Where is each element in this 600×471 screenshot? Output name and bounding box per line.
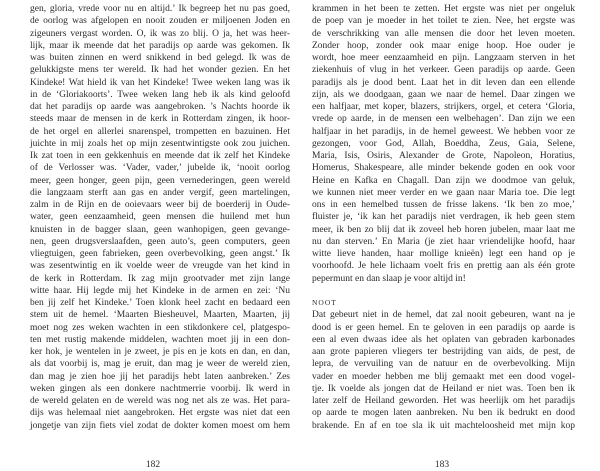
- text-line: krammen in het been te zetten. Het ergste was niet per ongeluk: [312, 4, 575, 14]
- text-line: paradijs als je dood bent. Laat het in dit leven dan een ellende: [312, 77, 575, 88]
- note-heading: NOOT: [312, 298, 337, 307]
- text-line: lijk, maar ik meende dat het paradijs op aarde was gekomen. Ik: [30, 40, 290, 51]
- left-page-text: [30, 3, 290, 432]
- text-line: jongetje van zijn fiets viel zodat de dokter komen moest om hem: [30, 420, 290, 431]
- text-line: was buiten zinnen en werd snikkend in bed gelegd. Ik was de: [30, 53, 290, 63]
- text-line: halfjaar in het paradijs, in de hemel geweest. We hebben voor ze: [312, 126, 575, 137]
- text-line: Ik zat toen in een gekkenhuis en meende dat ik zelf het Kindeke: [30, 151, 290, 161]
- text-line: wordt, hoe meer eenzaamheid en pijn. Langzaam sterven in het: [312, 53, 575, 63]
- text-line: Maria, Isis, Osiris, Alexander de Grote, Napoleon, Horatius,: [312, 151, 575, 161]
- text-line: juichte in mij zoals het op mijn zesentwintigste ook zou juichen.: [30, 138, 290, 149]
- text-line: gezongen, voor God, Allah, Boeddha, Zeus, Gaia, Selene,: [312, 138, 575, 149]
- text-line: zigeuners vergast worden. O, ik was zo blij. O ja, het was heer-: [30, 28, 290, 39]
- text-line: vliegtuigen, geen fabrieken, geen overbevolking, geen angst.’ Ik: [30, 249, 290, 259]
- note-line: dood is er geen hemel. En te geloven in een paradijs op aarde is: [312, 322, 575, 333]
- note-line: lepra, de vervuiling van de natuur en de overbevolking. Mijn: [312, 359, 575, 370]
- text-line: water, geen eenzaamheid, geen mensen die huilend met hun: [30, 212, 290, 223]
- text-line: ten met rustig makende middelen, wachten moet jij in een don-: [30, 334, 290, 345]
- text-line: zalm in de Rijn en de ooievaars weer bij de boerderij in Oude-: [30, 200, 290, 210]
- text-line: Heine en Kafka en Chagall. Dan zijn we doodmoe van geluk,: [312, 175, 575, 186]
- text-line: gelukkigste mens ter wereld. Ik had het wonder gezien. En het: [30, 65, 290, 76]
- text-line: ons in een hemelbed tussen de frisse lakens. ‘Ik ben zo moe,’: [312, 200, 575, 210]
- note-line: brakende. En af en toe sla ik uit machteloosheid met mijn kop: [312, 420, 575, 431]
- right-page-text: [312, 3, 575, 432]
- text-line: ker hok, je wentelen in je zweet, je pis en je kots en dan, en dan,: [30, 347, 290, 357]
- text-line: de poep van je moeder in het toilet te zien. Nee, het ergste was: [312, 16, 575, 27]
- text-line: de kerk in Rotterdam. Ik zag mijn grootvader met zijn lange: [30, 273, 290, 284]
- page-number-right: 183: [434, 460, 450, 470]
- text-line: pepermunt en dan slaap je voor altijd in!: [312, 273, 466, 284]
- text-line: als dat voorbij is, mag je eruit, dan mag je weer de wereld zien,: [30, 359, 290, 370]
- blank-line: [312, 285, 575, 297]
- text-line: witte haar. Hij legde mij het Kindeke in de armen en zei: ‘Nu: [30, 285, 290, 296]
- text-line: Homerus, Shakespeare, alle minder bekende goden en ook voor: [312, 163, 575, 174]
- text-line: Kindeke! Wat hield ik van het Kindeke! Twee weken lang was ik: [30, 77, 290, 88]
- text-line: dat het paradijs op aarde was aangebroken. ’s Nachts hoorde ik: [30, 102, 290, 112]
- text-line: voorhoofd. Je hele lichaam voelt fris en prettig aan als één grote: [312, 261, 575, 272]
- text-line: de oorlog was afgelopen en nooit zouden er miljoenen Joden en: [30, 16, 290, 27]
- text-line: in de ‘Gloriakoorts’. Twee weken lang heb ik als kind geloofd: [30, 89, 290, 100]
- text-line: vrede op aarde, in de mensen een welbehagen’. Dan zijn we een: [312, 114, 575, 125]
- note-line: een al even dwaas idee als het oplaten van gebraden karbonades: [312, 334, 575, 345]
- text-line: stem uit de hemel. ‘Maarten Biesheuvel, Maarten, Maarten, jij: [30, 310, 290, 321]
- text-line: dan mag je zien hoe jij het paradijs hebt laten aanbreken.’ Zes: [30, 371, 290, 382]
- page-number-left: 182: [145, 460, 161, 470]
- text-line: knuisten in de bagger slaan, geen wanhopigen, geen gevange-: [30, 224, 290, 235]
- text-line: of de Verlosser was. ‘Vader, vader,’ jubelde ik, ‘nooit oorlog: [30, 163, 290, 174]
- note-line: vader en moeder hebben me blij gemaakt met een dood vogel-: [312, 371, 575, 382]
- text-line: dijs was helemaal niet aangebroken. Het ergste was niet dat een: [30, 408, 290, 419]
- text-line: de het orgel en allerlei snarenspel, trompetten en bazuinen. Het: [30, 126, 290, 137]
- text-line: was zesentwintig en ik voelde weer de vreugde van het kind in: [30, 261, 290, 272]
- text-line: gen, gloria, vrede voor nu en altijd.’ Ik begreep het nu pas goed,: [30, 4, 290, 14]
- text-line: we kunnen niet meer verder en we gaan naar Maria toe. Die legt: [312, 187, 575, 198]
- text-line: zijn, als we doodgaan, gaan we naar de hemel. Daar zingen we: [312, 89, 575, 100]
- text-line: een halfjaar, met koper, blazers, strijkers, orgel, et cetera ‘Gloria,: [312, 102, 575, 112]
- text-line: nen, geen drugsverslaafden, geen auto’s, geen computers, geen: [30, 236, 290, 247]
- text-line: de verschrikking van alle mensen die door het leven moeten.: [312, 28, 575, 39]
- note-line: aan grote papieren vliegers ter bestrijding van aids, de pest, de: [312, 347, 575, 357]
- text-line: nu dan sterven.’ En Maria (je ziet haar vriendelijke hoofd, haar: [312, 236, 575, 247]
- text-line: ziekenhuis of vlug in het verkeer. Geen paradijs op aarde. Geen: [312, 65, 575, 76]
- text-line: steeds maar de mensen in de kerk in Rotterdam zingen, ik hoor-: [30, 114, 290, 125]
- text-line: weken gingen als een donkere nachtmerrie voorbij. Ik werd in: [30, 383, 290, 394]
- text-line: Zonder hoop, zonder ook maar enige hoop. Hoe ouder je: [312, 40, 575, 51]
- text-line: meer, ik ben zo blij dat ik zoveel heb horen jubelen, maar laat me: [312, 224, 575, 235]
- note-line: tje. Ik voelde als jongen dat de Heiland er niet was. Toen ben ik: [312, 383, 575, 394]
- text-line: meer, geen honger, geen pijn, geen vernederingen, geen wereld: [30, 175, 290, 186]
- text-line: witte lieve handen, haar mollige knieën) legt een hand op je: [312, 249, 575, 259]
- text-line: de wereld gelaten en de wereld was nog net als ze was. Het para-: [30, 396, 290, 406]
- note-line: Dat gebeurt niet in de hemel, dat zal nooit gebeuren, want na je: [312, 310, 575, 321]
- text-line: die langzaam sterft aan gas en ander vergif, geen martelingen,: [30, 187, 290, 198]
- note-line: later zelf de Heiland geworden. Het was heerlijk om het paradijs: [312, 396, 575, 406]
- text-line: fluister je, ‘ik kan het paradijs niet verdragen, ik heb geen stem: [312, 212, 575, 223]
- text-line: moet nog zes weken wachten in een stikdonkere cel, platgespo-: [30, 322, 290, 333]
- text-line: ben jij zelf het Kindeke.’ Toen klonk heel zacht en bedaard een: [30, 298, 290, 308]
- note-line: op aarde te mogen laten aanbreken. Nu ben ik bedrukt en dood: [312, 408, 575, 419]
